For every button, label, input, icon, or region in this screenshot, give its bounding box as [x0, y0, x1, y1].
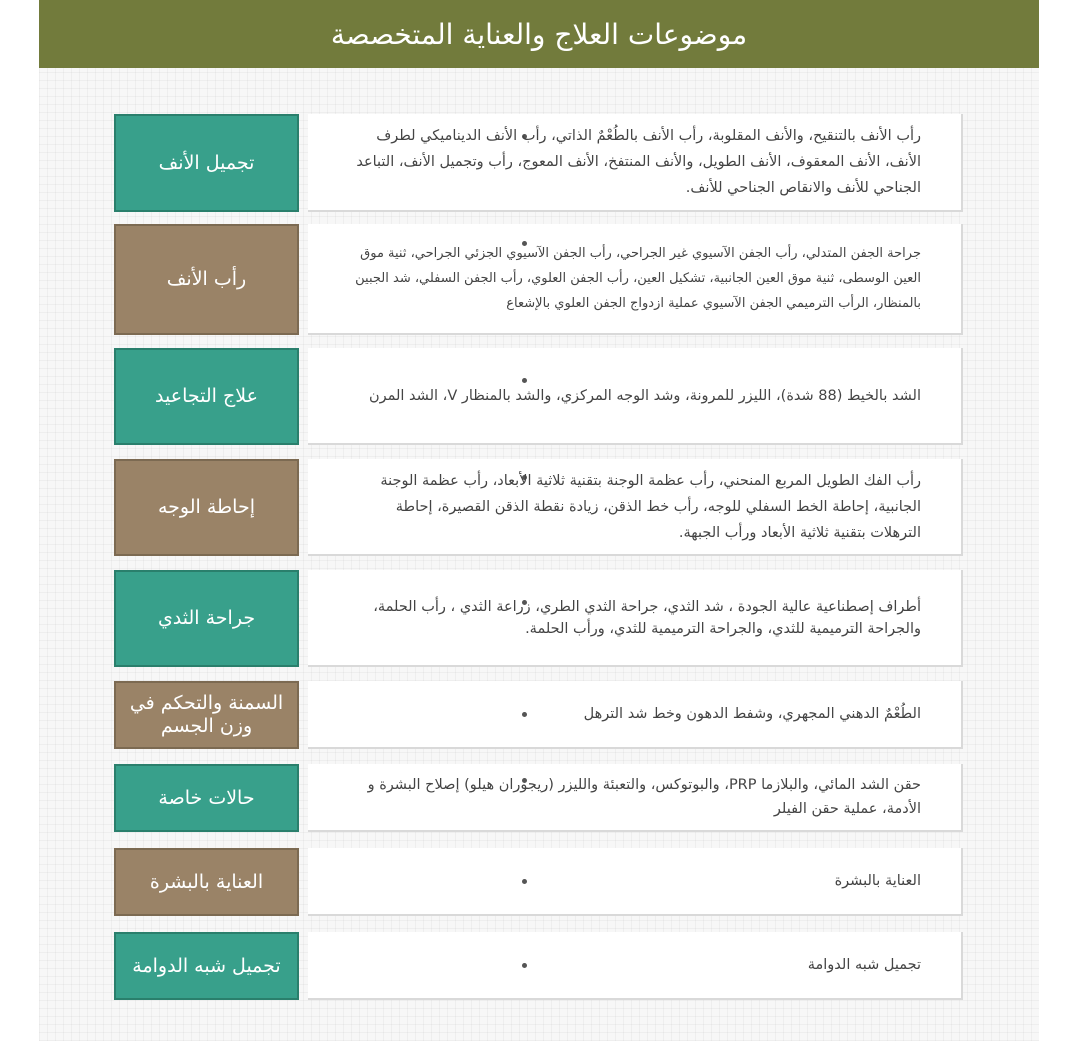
treatment-row-wrinkles	[114, 348, 963, 445]
row-content	[308, 459, 963, 556]
page-header	[39, 0, 1039, 68]
row-content	[308, 348, 963, 445]
row-content	[308, 932, 963, 1000]
treatment-row-special-cases	[114, 764, 963, 832]
row-content	[308, 681, 963, 749]
row-content	[308, 764, 963, 832]
row-label: السمنة والتحكم في وزن الجسم	[114, 681, 299, 749]
row-text: الشد بالخيط (88 شدة)، الليزر للمرونة، وشد الوجه المركزي، والشد بالمنظار V، الشد المرن	[368, 387, 921, 404]
treatment-row-rhinoplasty	[114, 114, 963, 212]
row-text: العناية بالبشرة	[834, 873, 921, 889]
row-text: تجميل شبه الدوامة	[807, 957, 921, 973]
page	[39, 0, 1039, 1041]
treatment-row-breast-surgery	[114, 570, 963, 667]
row-content	[308, 570, 963, 667]
row-label: علاج التجاعيد	[114, 348, 299, 445]
row-label: إحاطة الوجه	[114, 459, 299, 556]
treatment-row-para-vortex	[114, 932, 963, 1000]
treatment-row-obesity	[114, 681, 963, 749]
row-label: جراحة الثدي	[114, 570, 299, 667]
treatment-row-skin-care	[114, 848, 963, 916]
row-content	[308, 114, 963, 212]
row-text: رأب الأنف بالتنقيح، والأنف المقلوبة، رأب الأنف بالطُعْمٌ الذاتي، رأب الأنف الديناميكي لطرف الأنف، الأنف المعقوف، الأنف الطويل، والأنف المنتفخ، الأنف المعوج، رأب وتجميل الأنف، التباعد الجناحي للأنف والانقاص الجناحي للأنف.	[356, 128, 921, 196]
row-text: أطراف إصطناعية عالية الجودة ، شد الثدي، جراحة الثدي الطري، زراعة الثدي ، رأب الحلمة، والجراحة الترميمية للثدي، والجراحة الترميمية للثدي، ورأب الحلمة.	[373, 598, 921, 637]
row-text: حقن الشد المائي، والبلازما PRP، والبوتوكس، والتعبئة والليزر (ريجوران هيلو) إصلاح البشرة و الأدمة، عملية حقن الفيلر	[367, 777, 921, 817]
row-text: رأب الفك الطويل المربع المنحني، رأب عظمة الوجنة بتقنية ثلاثية الأبعاد، رأب عظمة الوجنة الجانبية، إحاطة الخط السفلي للوجه، رأب خط الذقن، زيادة نقطة الذقن القصيرة، إحاطة الترهلات بتقنية ثلاثية الأبعاد ورأب الجبهة.	[380, 472, 921, 541]
row-content	[308, 224, 963, 335]
row-text: جراحة الجفن المتدلي، رأب الجفن الآسيوي غير الجراحي، رأب الجفن الآسيوي الجزئي الجراحي، ثنية موق العين الوسطى، ثنية موق العين الجانبية، تشكيل العين، رأب الجفن العلوي، رأب الجفن السفلي، شد الجبين بالمنظار، الرأب الترميمي الجفن الآسيوي عملية ازدواج الجفن العلوي بالإشعاع	[355, 246, 921, 311]
treatment-row-face-contour	[114, 459, 963, 556]
row-text: الطُعْمٌ الدهني المجهري، وشفط الدهون وخط شد الترهل	[583, 706, 921, 722]
treatment-row-nose-reshaping	[114, 224, 963, 335]
row-label: تجميل الأنف	[114, 114, 299, 212]
row-content	[308, 848, 963, 916]
row-label: العناية بالبشرة	[114, 848, 299, 916]
row-label: حالات خاصة	[114, 764, 299, 832]
row-label: تجميل شبه الدوامة	[114, 932, 299, 1000]
page-title: موضوعات العلاج والعناية المتخصصة	[330, 17, 748, 51]
row-label: رأب الأنف	[114, 224, 299, 335]
